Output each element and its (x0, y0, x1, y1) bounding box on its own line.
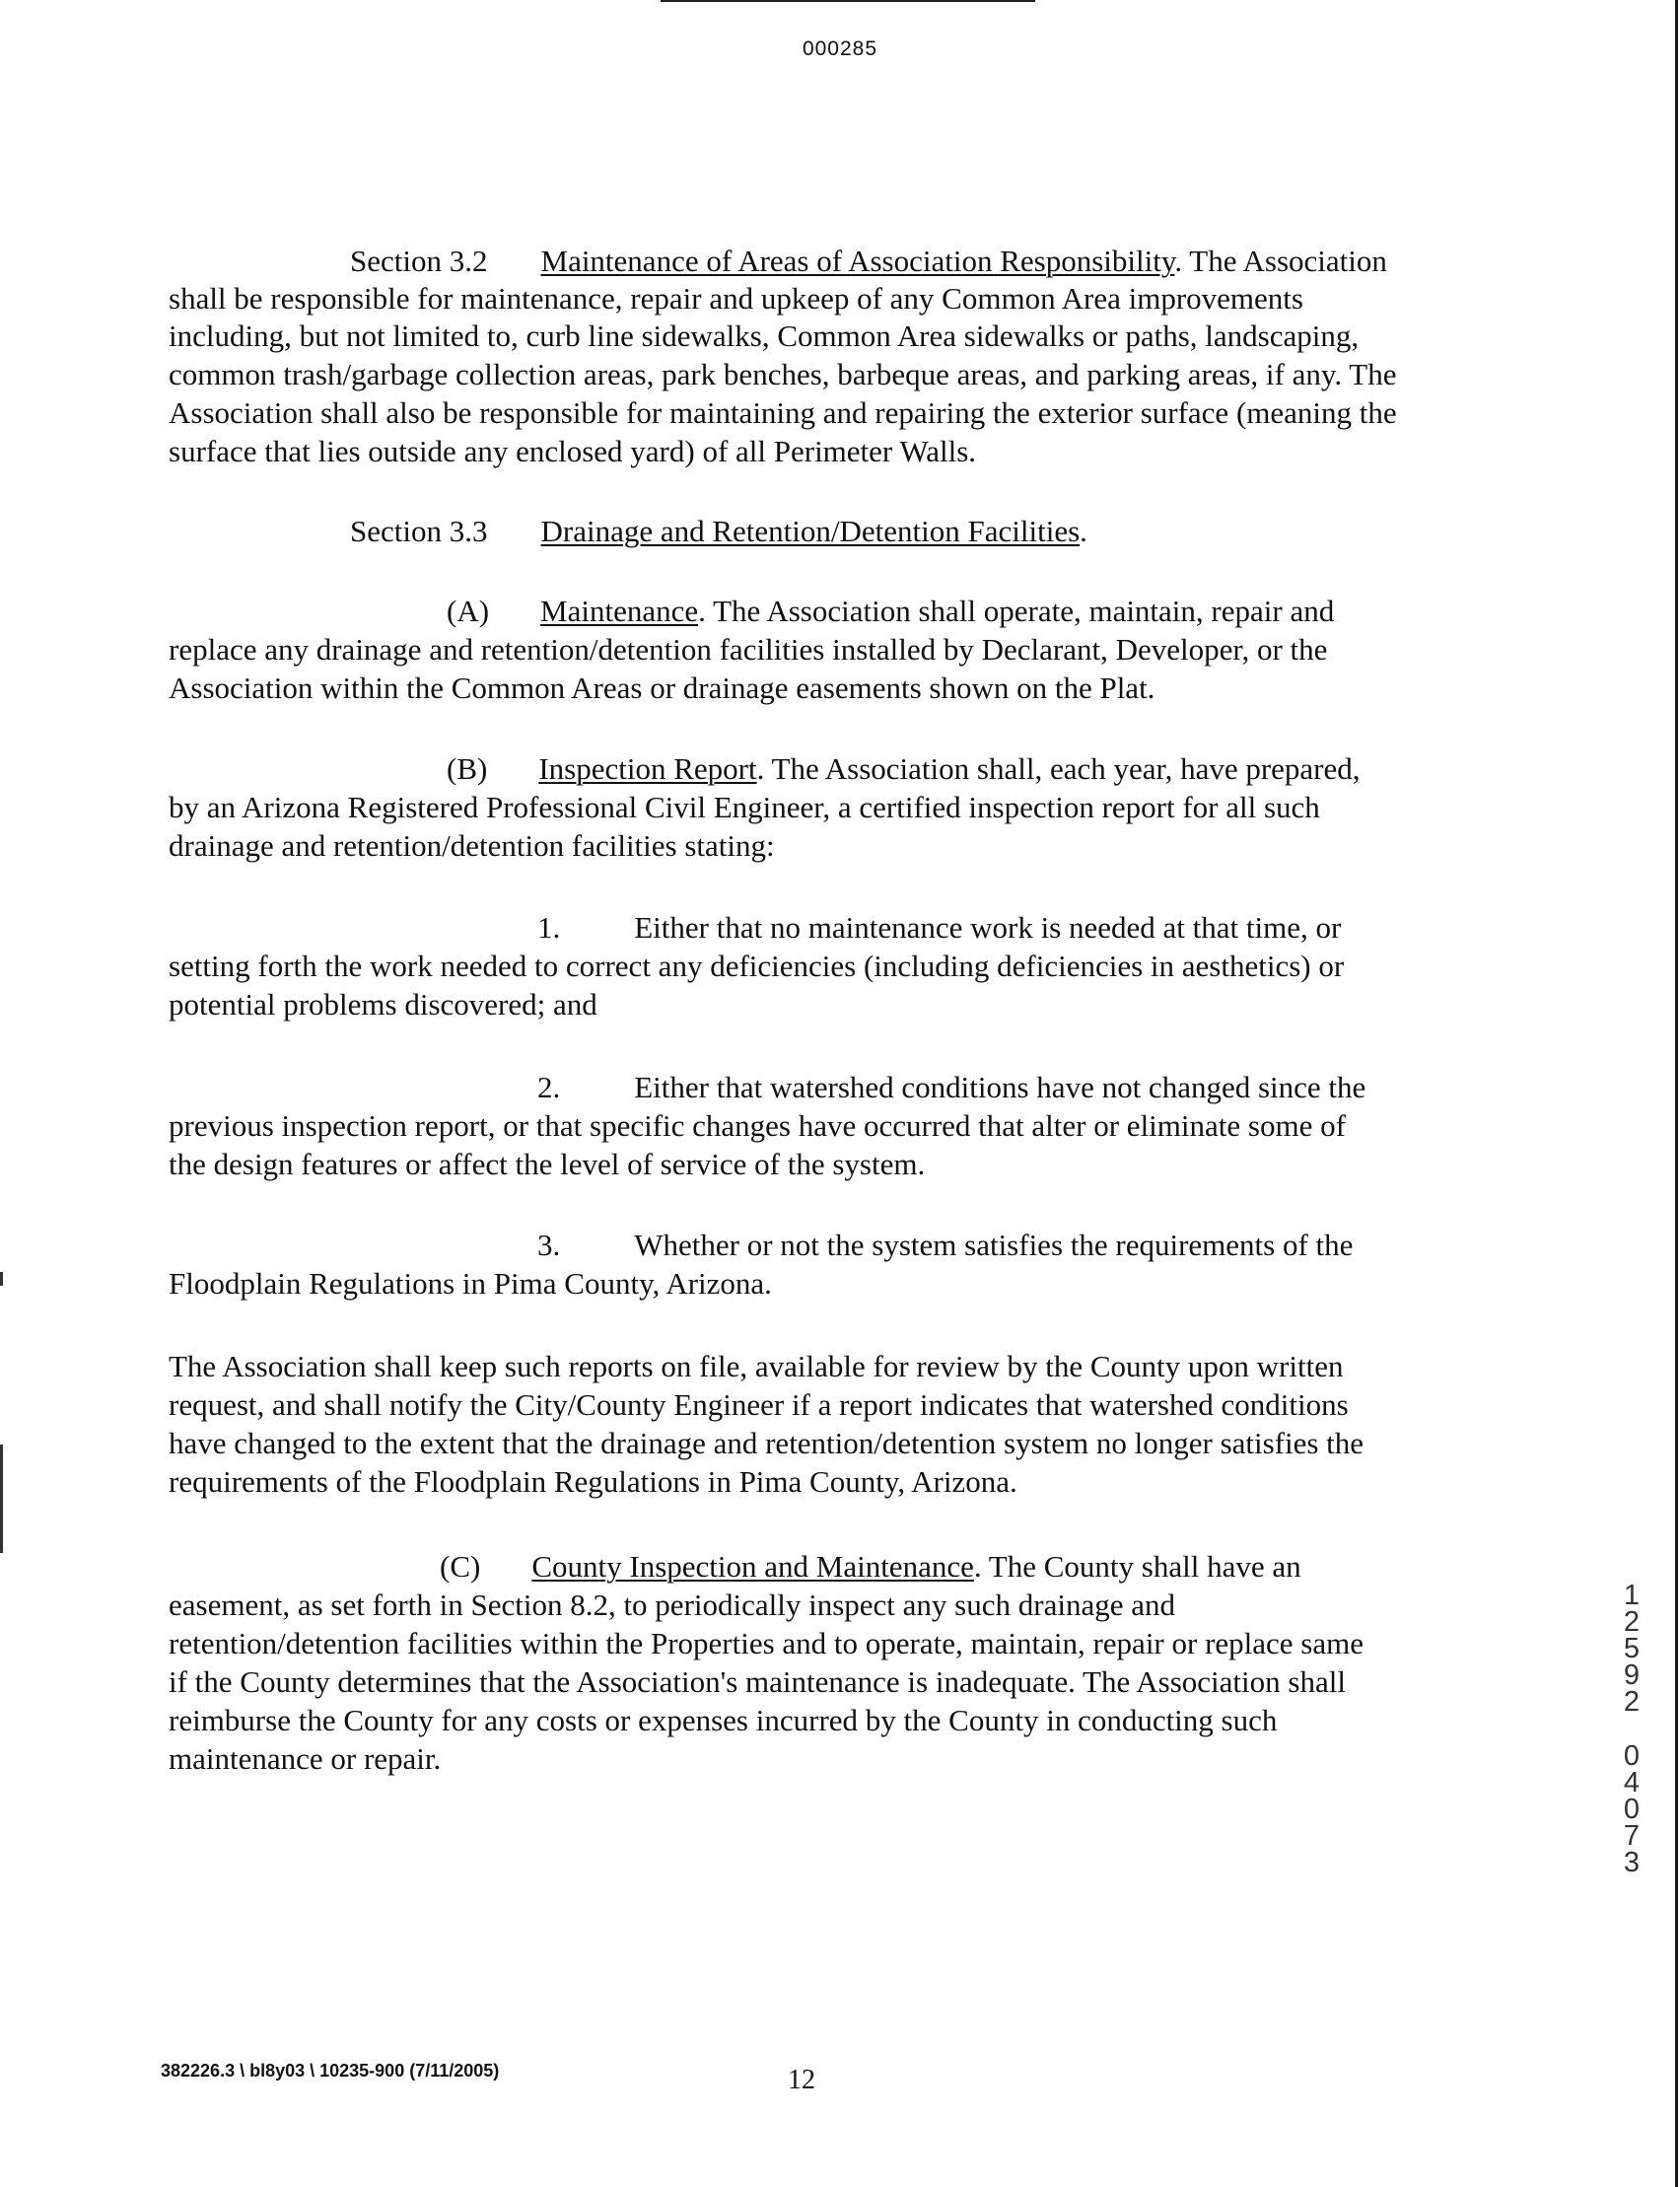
recording-digit: 3 (1623, 1847, 1641, 1878)
subsection-b-first-line (447, 749, 1361, 789)
list-number: 3. (537, 1228, 561, 1262)
text-line: The Association shall keep such reports on file, available for review by the County upon written (169, 1349, 1344, 1383)
text-line: shall be responsible for maintenance, repair and upkeep of any Common Area improvements (169, 281, 1303, 316)
subsection-title: Maintenance (540, 594, 699, 628)
text-line: Association within the Common Areas or drainage easements shown on the Plat. (169, 670, 1155, 705)
text-line: requirements of the Floodplain Regulations in Pima County, Arizona. (169, 1464, 1017, 1499)
recording-digit: 7 (1623, 1820, 1641, 1852)
scan-left-mark (0, 1272, 3, 1286)
text-line: if the County determines that the Association's maintenance is inadequate. The Association shall (169, 1664, 1346, 1699)
subsection-c-first-line (440, 1547, 1301, 1587)
scan-left-mark (0, 1445, 3, 1553)
text-line: have changed to the extent that the drainage and retention/detention system no longer satisfies the (169, 1426, 1365, 1460)
text-line: easement, as set forth in Section 8.2, to periodically inspect any such drainage and (169, 1587, 1175, 1622)
recording-digit: 1 (1623, 1580, 1641, 1611)
page-number: 12 (788, 2065, 815, 2095)
section-title: Maintenance of Areas of Association Responsibility (540, 244, 1175, 278)
section-title: Drainage and Retention/Detention Facilities (540, 514, 1081, 548)
text-line: maintenance or repair. (169, 1741, 442, 1776)
text-line: Whether or not the system satisfies the requirements of the (634, 1228, 1354, 1262)
section-3-3-heading (350, 512, 1087, 551)
text-line: drainage and retention/detention facilities stating: (169, 828, 775, 863)
scan-top-line (661, 0, 1035, 2)
text-line: including, but not limited to, curb line sidewalks, Common Area sidewalks or paths, landscaping, (169, 318, 1360, 353)
recording-digit: 0 (1623, 1794, 1641, 1825)
section-3-2-first-line (350, 242, 1387, 281)
bates-stamp: 000285 (802, 37, 878, 60)
list-item-first-line (537, 908, 1341, 948)
text-line: . The County shall have an (973, 1549, 1301, 1584)
subsection-label: (C) (440, 1549, 481, 1584)
recording-digit: 4 (1623, 1767, 1641, 1799)
text-line: Association shall also be responsible for maintaining and repairing the exterior surface (meaning the (169, 395, 1397, 430)
recording-digit: 2 (1623, 1686, 1641, 1718)
section-label: Section 3.3 (350, 514, 488, 548)
list-number: 2. (537, 1070, 561, 1104)
text-line: common trash/garbage collection areas, park benches, barbeque areas, and parking areas, if any. The (169, 357, 1397, 391)
recording-number (1617, 1580, 1646, 1878)
subsection-a-first-line (447, 592, 1334, 631)
subsection-title: County Inspection and Maintenance (531, 1549, 974, 1584)
text-line: by an Arizona Registered Professional Civil Engineer, a certified inspection report for all such (169, 790, 1320, 824)
heading-period: . (1080, 514, 1087, 548)
text-line: previous inspection report, or that specific changes have occurred that alter or eliminate some of (169, 1108, 1346, 1143)
text-line: Either that watershed conditions have not changed since the (634, 1070, 1366, 1104)
text-line: reimburse the County for any costs or expenses incurred by the County in conducting such (169, 1703, 1278, 1737)
text-line: the design features or affect the level of service of the system. (169, 1147, 926, 1181)
text-line: request, and shall notify the City/County Engineer if a report indicates that watershed conditions (169, 1387, 1349, 1422)
list-item-first-line (537, 1068, 1365, 1107)
subsection-label: (A) (447, 594, 490, 628)
text-line: . The Association (1174, 244, 1387, 278)
recording-digit: 9 (1623, 1659, 1641, 1691)
text-line: replace any drainage and retention/detention facilities installed by Declarant, Developer, or the (169, 632, 1328, 667)
recording-digit: 2 (1623, 1606, 1641, 1638)
subsection-label: (B) (447, 751, 488, 786)
text-line: . The Association shall, each year, have prepared, (756, 751, 1361, 786)
recording-digit: 0 (1623, 1740, 1641, 1772)
text-line: . The Association shall operate, maintain, repair and (698, 594, 1335, 628)
list-item-first-line (537, 1226, 1353, 1265)
text-line: setting forth the work needed to correct any deficiencies (including deficiencies in aesthetics) or (169, 949, 1345, 983)
text-line: potential problems discovered; and (169, 987, 597, 1022)
scan-right-edge (1675, 0, 1678, 2187)
document-code: 382226.3 \ bl8y03 \ 10235-900 (7/11/2005) (161, 2061, 500, 2081)
subsection-title: Inspection Report (538, 751, 757, 786)
text-line: surface that lies outside any enclosed yard) of all Perimeter Walls. (169, 434, 977, 468)
text-line: Either that no maintenance work is needed at that time, or (634, 910, 1342, 945)
text-line: retention/detention facilities within the Properties and to operate, maintain, repair or replace same (169, 1626, 1364, 1660)
text-line: Floodplain Regulations in Pima County, Arizona. (169, 1266, 772, 1301)
recording-digit: 5 (1623, 1633, 1641, 1664)
section-label: Section 3.2 (350, 244, 488, 278)
list-number: 1. (537, 910, 561, 945)
